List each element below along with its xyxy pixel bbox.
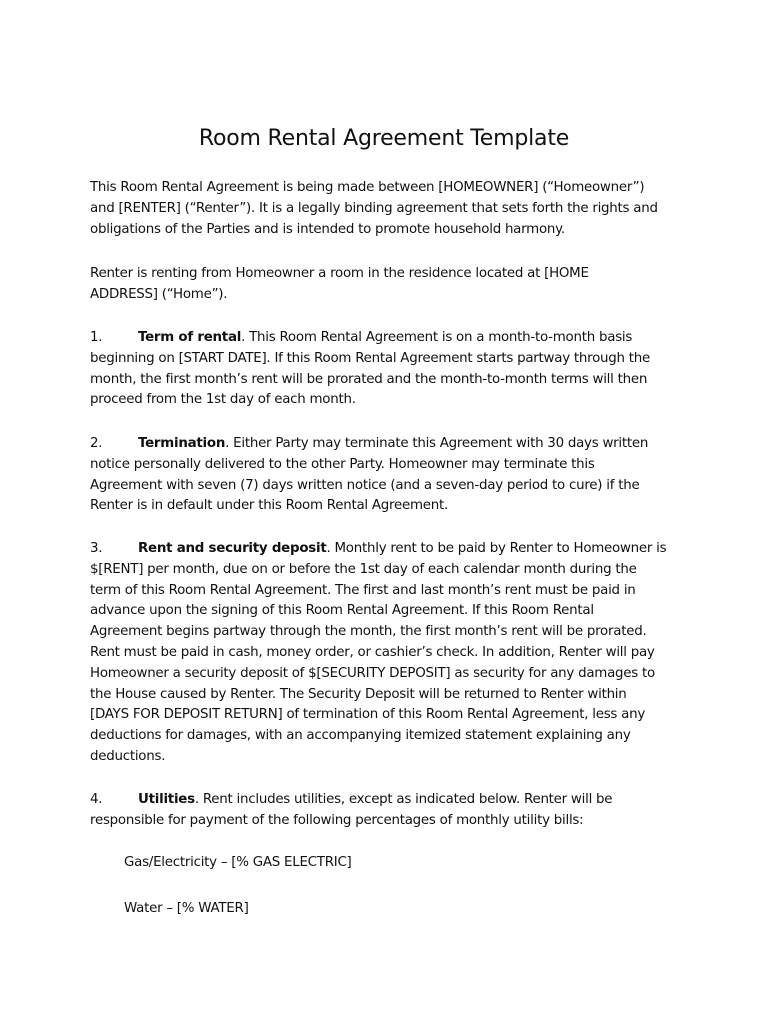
utility-item-gas-electricity: Gas/Electricity – [% GAS ELECTRIC] — [124, 855, 352, 870]
section-number: 3. — [90, 541, 103, 556]
section-first-line — [90, 790, 690, 811]
section-first-line — [90, 539, 690, 560]
section-number: 2. — [90, 436, 103, 451]
paragraph-line: Agreement with seven (7) days written notice (and a seven-day period to cure) if the — [90, 477, 640, 493]
paragraph-line: Homeowner a security deposit of $[SECURITY DEPOSIT] as security for any damages to — [90, 665, 655, 681]
paragraph-line: Renter is in default under this Room Rental Agreement. — [90, 498, 449, 514]
section-first-line — [90, 328, 690, 349]
section-rent-and-security-deposit — [90, 539, 690, 768]
paragraph-line: Renter is renting from Homeowner a room in the residence located at [HOME — [90, 266, 589, 281]
paragraph-line: term of this Room Rental Agreement. The first and last month’s rent must be paid in — [90, 582, 636, 598]
section-first-line-text: . Rent includes utilities, except as indicated below. Renter will be — [194, 792, 613, 807]
paragraph-line: proceed from the 1st day of each month. — [90, 392, 356, 408]
section-heading: Termination — [138, 436, 226, 451]
section-term-of-rental — [90, 328, 690, 411]
paragraph-line: advance upon the signing of this Room Rental Agreement. If this Room Rental — [90, 603, 594, 619]
paragraph-line: notice personally delivered to the other Party. Homeowner may terminate this — [90, 456, 595, 472]
paragraph-line: obligations of the Parties and is intended to promote household harmony. — [90, 221, 565, 237]
paragraph-line: deductions for damages, with an accompanying itemized statement explaining any — [90, 728, 631, 744]
paragraph-line: ADDRESS] (“Home”). — [90, 286, 228, 302]
paragraph-line: Rent must be paid in cash, money order, or cashier’s check. In addition, Renter will pay — [90, 644, 655, 660]
paragraph-line: [DAYS FOR DEPOSIT RETURN] of termination of this Room Rental Agreement, less any — [90, 707, 646, 723]
premises-paragraph — [90, 264, 690, 306]
section-heading: Rent and security deposit — [138, 541, 327, 556]
paragraph-line: $[RENT] per month, due on or before the 1st day of each calendar month during the — [90, 561, 637, 577]
document-title: Room Rental Agreement Template — [198, 126, 570, 151]
section-termination — [90, 434, 690, 517]
paragraph-line: beginning on [START DATE]. If this Room Rental Agreement starts partway through the — [90, 350, 650, 366]
paragraph-line: month, the first month’s rent will be prorated and the month-to-month terms will then — [90, 371, 648, 387]
section-first-line-text: . Either Party may terminate this Agreement with 30 days written — [225, 436, 649, 451]
paragraph-line: This Room Rental Agreement is being made between [HOMEOWNER] (“Homeowner”) — [90, 180, 645, 195]
paragraph-line: and [RENTER] (“Renter”). It is a legally binding agreement that sets forth the rights and — [90, 200, 658, 216]
section-first-line-text: . Monthly rent to be paid by Renter to Homeowner is — [326, 541, 667, 556]
utility-item-water: Water – [% WATER] — [124, 901, 249, 916]
paragraph-line: the House caused by Renter. The Security Deposit will be returned to Renter within — [90, 686, 627, 702]
paragraph-line: deductions. — [90, 748, 166, 764]
section-heading: Term of rental — [138, 330, 242, 345]
section-number: 1. — [90, 330, 103, 345]
paragraph-line: Agreement begins partway through the month, the first month’s rent will be prorated. — [90, 624, 647, 640]
section-utilities — [90, 790, 690, 832]
section-first-line-text: . This Room Rental Agreement is on a month-to-month basis — [241, 330, 633, 345]
section-number: 4. — [90, 792, 103, 807]
intro-paragraph — [90, 178, 690, 240]
paragraph-line: responsible for payment of the following percentages of monthly utility bills: — [90, 812, 584, 828]
section-heading: Utilities — [138, 792, 195, 807]
section-first-line — [90, 434, 690, 455]
